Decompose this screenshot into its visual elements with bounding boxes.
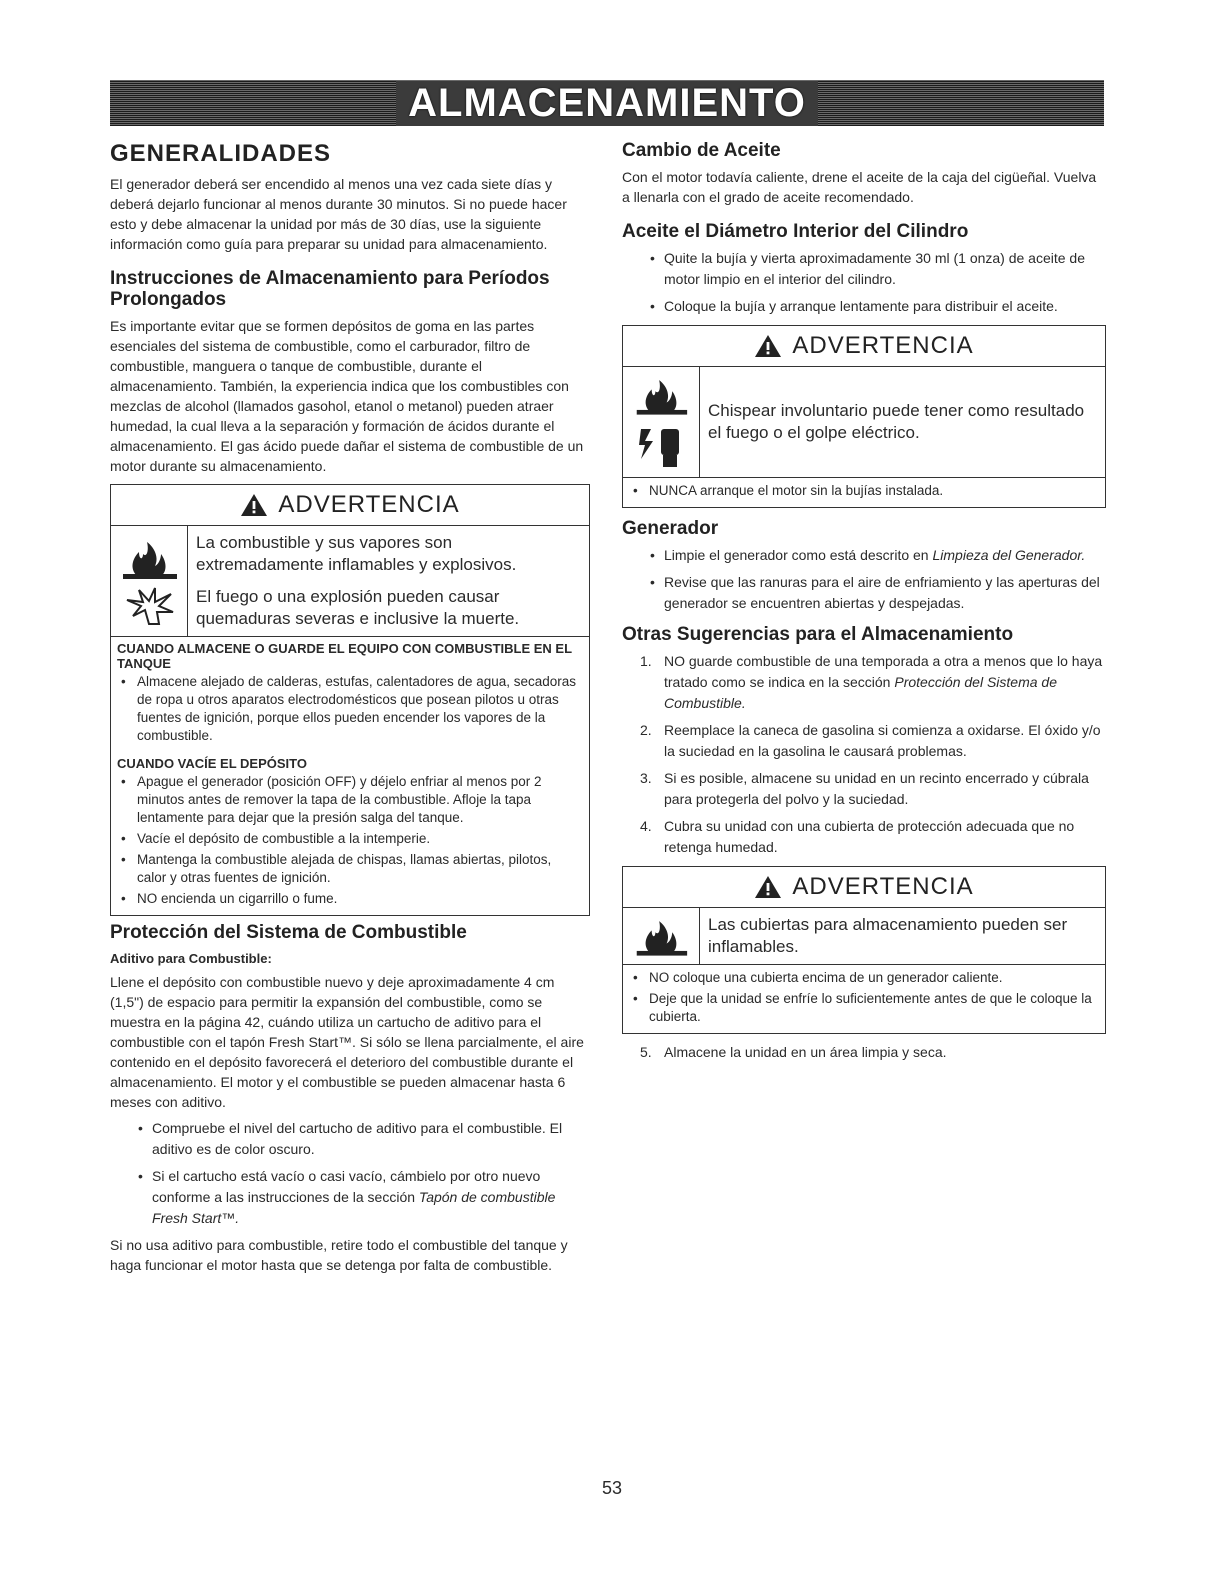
warning-icons <box>623 367 700 477</box>
list-item <box>622 545 1106 566</box>
list-item: • NO encienda un cigarrillo o fume. <box>117 890 583 908</box>
otras-heading: Otras Sugerencias para el Almacenamiento <box>622 624 1014 645</box>
item-number: 5. <box>640 1044 652 1060</box>
fire-icon <box>633 373 689 417</box>
warning-header <box>111 485 589 526</box>
cambio-heading: Cambio de Aceite <box>622 140 781 161</box>
list-item-text: NO guarde combustible de una temporada a otra a menos que lo haya tratado como se indica en la sección <box>664 653 1103 690</box>
generador-heading: Generador <box>622 518 719 539</box>
list-item-text: Reemplace la caneca de gasolina si comienza a oxidarse. El óxido y/o la suciedad en la gasolina le causará problemas. <box>664 722 1101 759</box>
warning-box-cover <box>622 866 1106 1034</box>
warning-list <box>623 478 1105 507</box>
warning-line-2: El fuego o una explosión pueden causar quemaduras severas e inclusive la muerte. <box>196 587 520 628</box>
instrucciones-body: Es importante evitar que se formen depósitos de goma en las partes esenciales del sistema de combustible, como el carburador, filtro de combustible, manguera o tanque de combustible, durante el almacenamiento. También, la experiencia indica que los combustibles con mezclas de alcohol (llamados gasohol, etanol o metanol) pueden atraer humedad, la cual lleva a la separación y formación de ácidos durante el almacenamiento. El gas ácido puede dañar el sistema de combustible de un motor durante su almacenamiento. <box>110 318 584 474</box>
item-number: 4. <box>640 818 652 834</box>
list-item: • Almacene alejado de calderas, estufas, calentadores de agua, secadoras de ropa u otros aparatos electrodomésticos que posean pilotos u otras fuentes de ignición, porque ellos pueden encender los vapores de la combustible. <box>117 673 583 745</box>
list-item-text: Si el cartucho está vacío o casi vacío, cámbielo por otro nuevo conforme a las instrucciones de la sección <box>152 1168 541 1205</box>
list-item: • Coloque la bujía y arranque lentamente para distribuir el aceite. <box>622 296 1106 317</box>
list-item: • Deje que la unidad se enfríe lo suficientemente antes de que le coloque la cubierta. <box>629 990 1099 1026</box>
otras-list <box>622 651 1106 858</box>
list-item-text: Limpie el generador como está descrito en <box>664 547 933 563</box>
warning-header <box>623 326 1105 367</box>
section-reference: Tapón de combustible Fresh Start™. <box>152 1189 556 1226</box>
list-item <box>622 1042 1106 1063</box>
list-item: • Compruebe el nivel del cartucho de aditivo para el combustible. El aditivo es de color oscuro. <box>110 1118 590 1160</box>
warning-line-1: La combustible y sus vapores son extremadamente inflamables y explosivos. <box>196 533 517 574</box>
warning-title: ADVERTENCIA <box>792 873 974 900</box>
warning-icons <box>111 526 188 636</box>
list-item <box>622 651 1106 714</box>
right-column <box>622 140 1106 1069</box>
warning-text <box>700 367 1105 477</box>
proteccion-body: Llene el depósito con combustible nuevo y deje aproximadamente 4 cm (1,5") de espacio para permitir la expansión del combustible, como se muestra en la página 42, cuándo utiliza un cartucho de aditivo para el combustible con el tapón Fresh Start™. Si sólo se llena parcialmente, el aire contenido en el depósito favorecerá el deterioro del combustible durante el almacenamiento. El motor y el combustible se pueden almacenar hasta 6 meses con aditivo. <box>110 974 584 1110</box>
page-title: ALMACENAMIENTO <box>396 81 818 126</box>
warning-title: ADVERTENCIA <box>278 491 460 518</box>
list-item-text: Si es posible, almacene su unidad en un recinto encerrado y cúbrala para protegerla del polvo y la suciedad. <box>664 770 1089 807</box>
warning-body <box>111 526 589 637</box>
aditivo-subheading: Aditivo para Combustible: <box>110 951 272 966</box>
list-item: • Vacíe el depósito de combustible a la intemperie. <box>117 830 583 848</box>
item-number: 2. <box>640 722 652 738</box>
warning-box-spark <box>622 325 1106 508</box>
cambio-body: Con el motor todavía caliente, drene el aceite de la caja del cigüeñal. Vuelva a llenarla con el grado de aceite recomendado. <box>622 169 1097 205</box>
warning-icons <box>623 908 700 964</box>
aceite-list <box>622 248 1106 317</box>
electric-shock-icon <box>633 423 689 471</box>
warning-text <box>188 526 589 636</box>
warning-list-1 <box>111 671 589 752</box>
item-number: 1. <box>640 653 652 669</box>
item-number: 3. <box>640 770 652 786</box>
warning-subheading-1: CUANDO ALMACENE O GUARDE EL EQUIPO CON COMBUSTIBLE EN EL TANQUE <box>117 641 572 671</box>
warning-body <box>623 908 1105 965</box>
generador-list <box>622 545 1106 614</box>
list-item: • Mantenga la combustible alejada de chispas, llamas abiertas, pilotos, calor y otras fuentes de ignición. <box>117 851 583 887</box>
proteccion-heading: Protección del Sistema de Combustible <box>110 922 467 943</box>
list-item: • Revise que las ranuras para el aire de enfriamiento y las aperturas del generador se encuentren abiertas y despejadas. <box>622 572 1106 614</box>
list-item <box>622 816 1106 858</box>
warning-body <box>623 367 1105 478</box>
warning-list <box>623 965 1105 1033</box>
list-item: • Apague el generador (posición OFF) y déjelo enfriar al menos por 2 minutos antes de remover la tapa de la combustible. Afloje la tapa lentamente para dejar que la presión salga del tanque. <box>117 773 583 827</box>
list-item: • NUNCA arranque el motor sin la bujías instalada. <box>629 482 1099 500</box>
list-item <box>622 720 1106 762</box>
proteccion-list <box>110 1118 590 1229</box>
fire-icon <box>633 914 689 958</box>
instrucciones-heading: Instrucciones de Almacenamiento para Períodos Prolongados <box>110 268 550 310</box>
warning-list-2 <box>111 771 589 915</box>
list-item-text: Almacene la unidad en un área limpia y seca. <box>664 1044 947 1060</box>
warning-box-fuel <box>110 484 590 916</box>
list-item: • NO coloque una cubierta encima de un generador caliente. <box>629 969 1099 987</box>
left-column <box>110 140 590 1275</box>
warning-subheading-2: CUANDO VACÍE EL DEPÓSITO <box>117 756 307 771</box>
title-banner <box>110 80 1104 126</box>
list-item: • Quite la bujía y vierta aproximadamente 30 ml (1 onza) de aceite de motor limpio en el interior del cilindro. <box>622 248 1106 290</box>
generalidades-body: El generador deberá ser encendido al menos una vez cada siete días y deberá dejarlo funcionar al menos durante 30 minutos. Si no puede hacer esto y debe almacenar la unidad por más de 30 días, use la siguiente información como guía para preparar su unidad para almacenamiento. <box>110 176 567 252</box>
list-item <box>622 768 1106 810</box>
fire-icon <box>119 536 179 580</box>
warning-line-1: Las cubiertas para almacenamiento pueden ser inflamables. <box>708 915 1068 956</box>
warning-triangle-icon <box>240 493 268 517</box>
explosion-icon <box>119 586 179 626</box>
page-number: 53 <box>601 1478 623 1498</box>
otras-list-continued <box>622 1042 1106 1063</box>
warning-title: ADVERTENCIA <box>792 332 974 359</box>
warning-triangle-icon <box>754 334 782 358</box>
list-item <box>110 1166 590 1229</box>
list-item-text: Cubra su unidad con una cubierta de protección adecuada que no retenga humedad. <box>664 818 1075 855</box>
warning-text <box>700 908 1105 964</box>
section-reference: Protección del Sistema de Combustible. <box>664 674 1057 711</box>
proteccion-closing: Si no usa aditivo para combustible, retire todo el combustible del tanque y haga funcionar el motor hasta que se detenga por falta de combustible. <box>110 1237 568 1273</box>
aceite-heading: Aceite el Diámetro Interior del Cilindro <box>622 221 969 242</box>
warning-header <box>623 867 1105 908</box>
warning-line-1: Chispear involuntario puede tener como resultado el fuego o el golpe eléctrico. <box>708 401 1085 442</box>
warning-triangle-icon <box>754 875 782 899</box>
section-reference: Limpieza del Generador. <box>932 547 1086 563</box>
generalidades-heading: GENERALIDADES <box>110 140 332 167</box>
